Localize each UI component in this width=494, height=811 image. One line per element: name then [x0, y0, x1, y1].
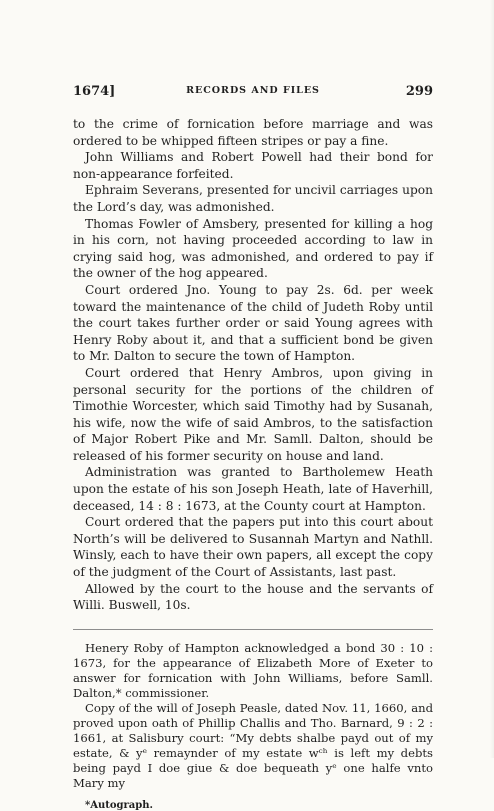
paragraph: Thomas Fowler of Amsbery, presented for killing a hog in his corn, not having proceeded according to law in crying said hog, was admonished, and ordered to pay if the owner of the hog appeared.: [73, 216, 433, 281]
paragraph: Administration was granted to Bartholemew Heath upon the estate of his son Joseph Heath, late of Haverhill, deceased, 14 : 8 : 1673, at the County court at Hampton.: [73, 465, 433, 513]
header-title: RECORDS AND FILES: [186, 85, 320, 96]
page-number: 299: [405, 84, 433, 99]
paragraph: Court ordered that the papers put into this court about North’s will be delivered to Susannah Martyn and Nathll. Winsly, each to have their own papers, all except the copy of the judgment of the Court of Assistants, last past.: [73, 515, 433, 580]
paragraph: Court ordered Jno. Young to pay 2s. 6d. per week toward the maintenance of the child of Judeth Roby until the court takes further order or said Young agrees with Henry Roby about it, and that a sufficient bond be given to Mr. Dalton to secure the town of Hampton.: [73, 282, 433, 364]
paragraph: John Williams and Robert Powell had their bond for non-appearance forfeited.: [73, 150, 433, 181]
header-year: 1674]: [73, 84, 116, 99]
footnote: *Autograph.: [85, 799, 154, 811]
paragraph: Court ordered that Henry Ambros, upon giving in personal security for the portions of the children of Timothie Worcester, which said Timothy had by Susanah, his wife, now the wife of said Ambros, to the satisfaction of Major Robert Pike and Mr. Samll. Dalton, should be released of his former security on house and land.: [73, 365, 433, 463]
paragraph: Allowed by the court to the house and the servants of Willi. Buswell, 10s.: [73, 581, 433, 613]
notes-section: [73, 641, 433, 791]
note-paragraph: Copy of the will of Joseph Peasle, dated Nov. 11, 1660, and proved upon oath of Phillip Challis and Tho. Barnard, 9 : 2 : 1661, at Salisbury court: “My debts shalbe payd out of my estate, & yᵉ remaynder of my estate wᶜʰ is left my debts being payd I doe giue & doe bequeath yᵉ one halfe vnto Mary my: [73, 700, 433, 790]
page-edge: [490, 0, 494, 758]
book-page: [73, 84, 433, 811]
note-paragraph: Henery Roby of Hampton acknowledged a bond 30 : 10 : 1673, for the appearance of Elizabeth More of Exeter to answer for fornication with John Williams, before Samll. Dalton,* commissioner.: [73, 640, 433, 700]
running-header: [73, 84, 433, 104]
paragraph: to the crime of fornication before marriage and was ordered to be whipped fifteen stripes or pay a fine.: [73, 117, 433, 148]
section-divider: [73, 629, 433, 630]
main-text: [73, 116, 433, 614]
paragraph: Ephraim Severans, presented for uncivil carriages upon the Lord’s day, was admonished.: [73, 183, 433, 214]
